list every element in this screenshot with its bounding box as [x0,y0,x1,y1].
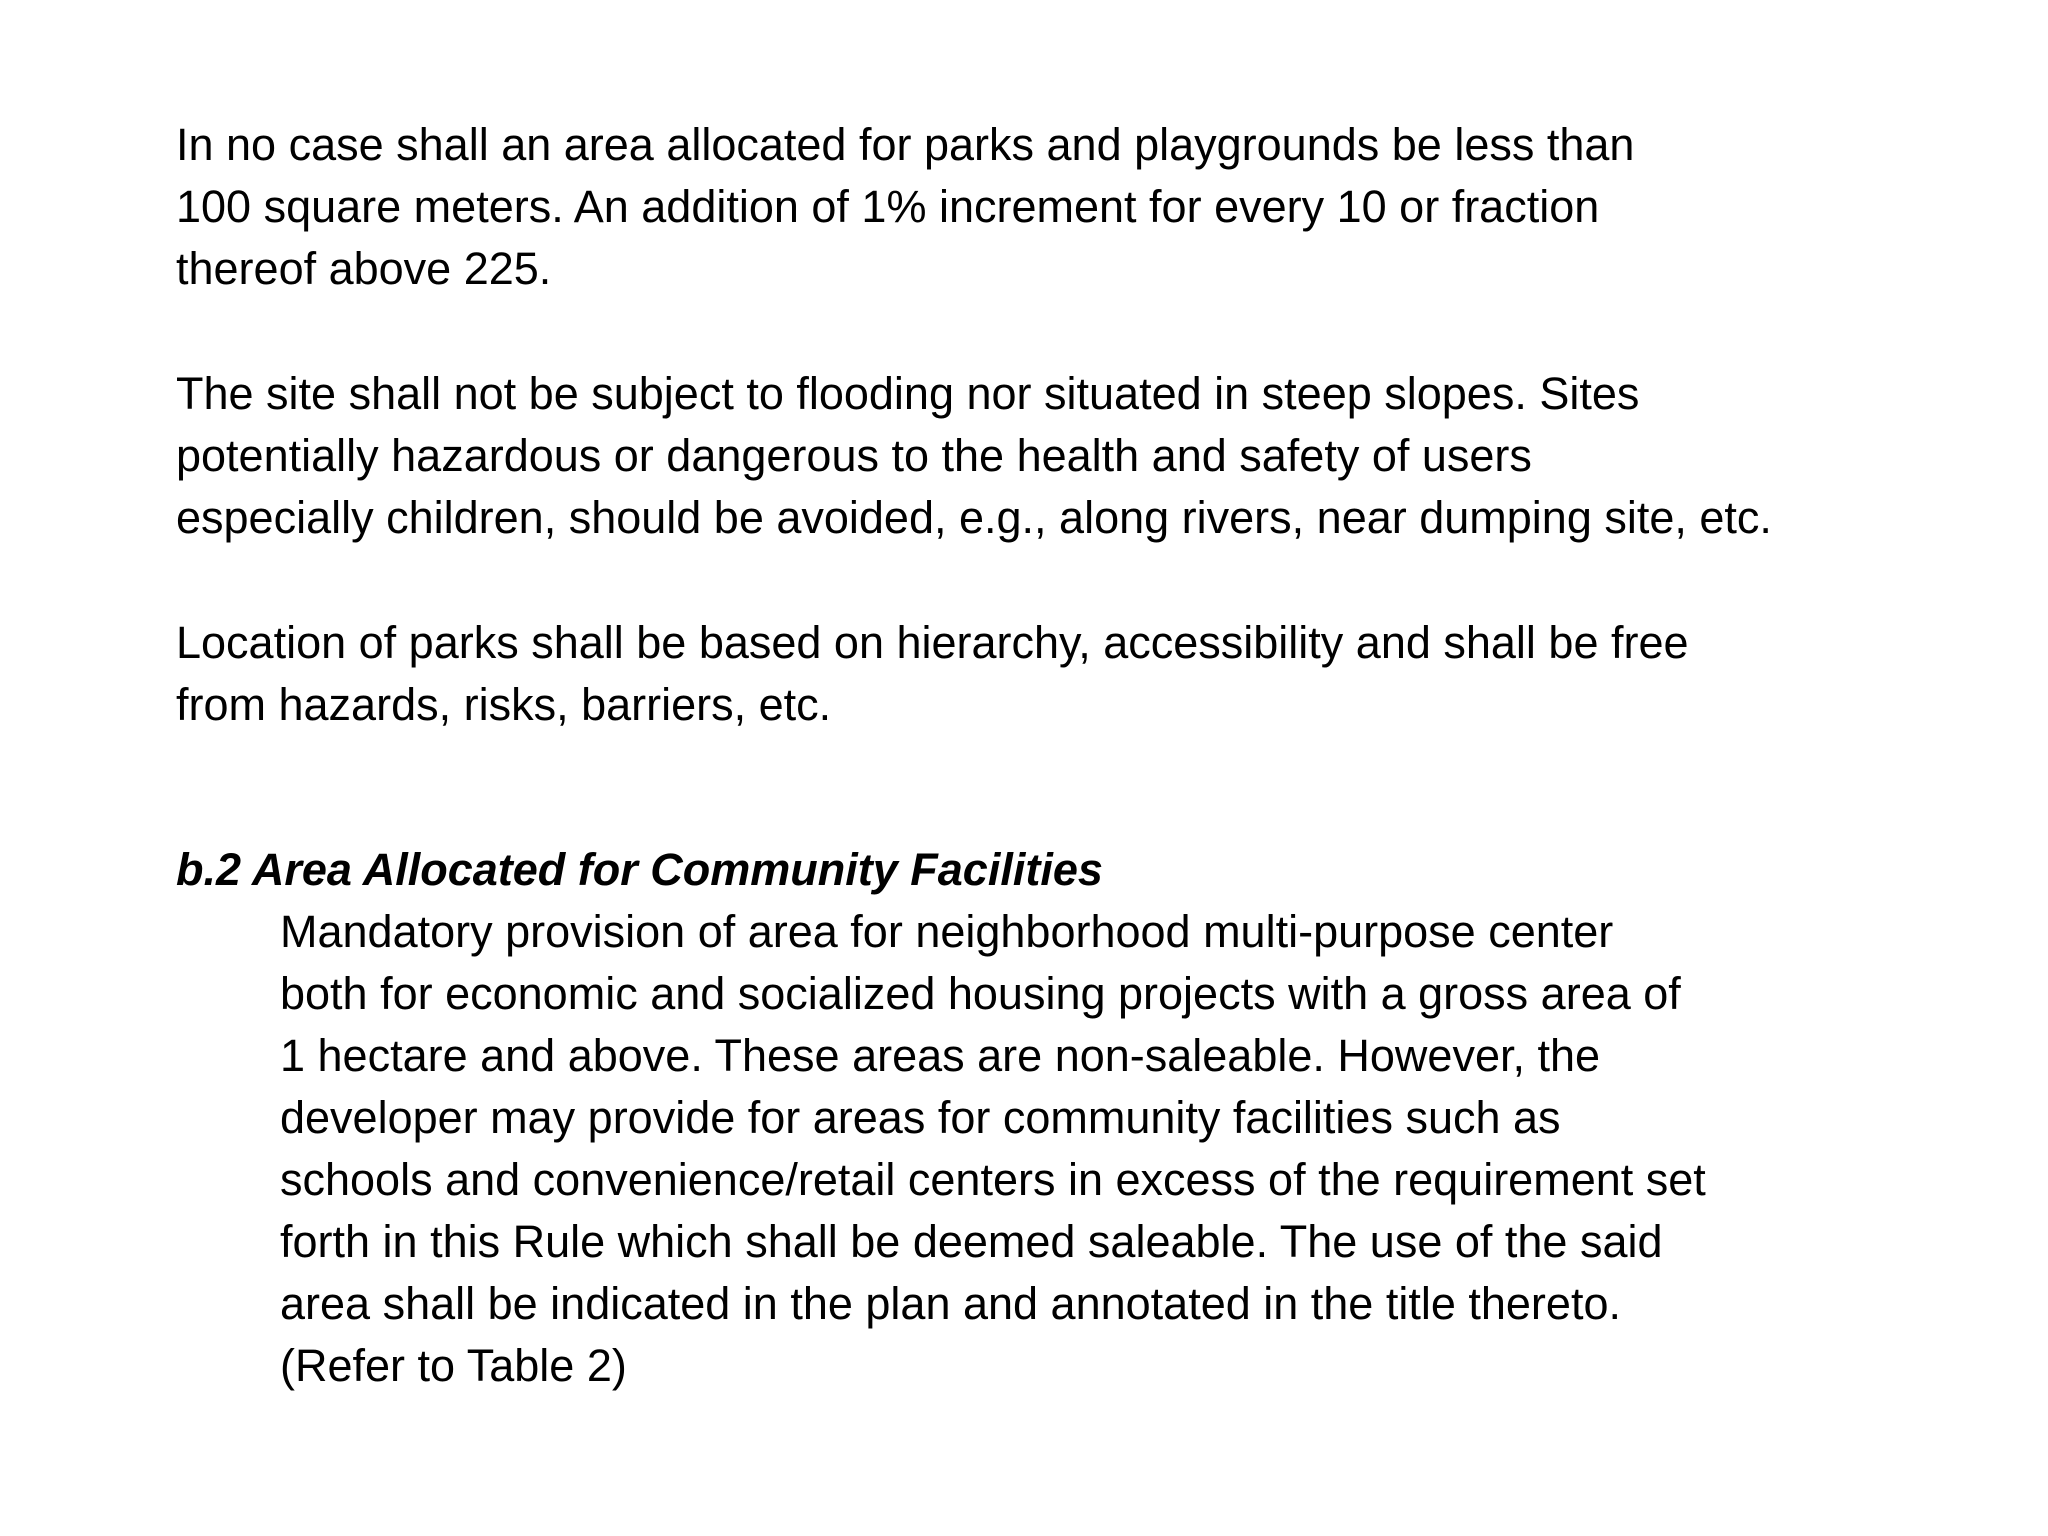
text-line: (Refer to Table 2) [280,1340,627,1391]
text-line: potentially hazardous or dangerous to the health and safety of users [176,430,1532,481]
text-line: Mandatory provision of area for neighborhood multi-purpose center [280,906,1614,957]
text-line: especially children, should be avoided, e.g., along rivers, near dumping site, etc. [176,492,1772,543]
paragraph-site-hazards [176,363,1936,549]
text-line: In no case shall an area allocated for parks and playgrounds be less than [176,119,1635,170]
text-line: area shall be indicated in the plan and annotated in the title thereto. [280,1278,1621,1329]
text-line: both for economic and socialized housing projects with a gross area of [280,968,1681,1019]
text-line: 100 square meters. An addition of 1% increment for every 10 or fraction [176,181,1600,232]
paragraph-parks-minimum-area [176,114,1936,300]
paragraph-park-location [176,612,1936,736]
text-line: 1 hectare and above. These areas are non-saleable. However, the [280,1030,1601,1081]
text-line: The site shall not be subject to flooding nor situated in steep slopes. Sites [176,368,1640,419]
text-line: schools and convenience/retail centers in excess of the requirement set [280,1154,1706,1205]
text-line: developer may provide for areas for community facilities such as [280,1092,1561,1143]
text-line: forth in this Rule which shall be deemed saleable. The use of the said [280,1216,1663,1267]
paragraph-community-facilities [280,901,1980,1397]
text-line: Location of parks shall be based on hierarchy, accessibility and shall be free [176,617,1689,668]
text-line: from hazards, risks, barriers, etc. [176,679,832,730]
text-line: thereof above 225. [176,243,552,294]
section-heading: b.2 Area Allocated for Community Facilities [176,844,1103,895]
